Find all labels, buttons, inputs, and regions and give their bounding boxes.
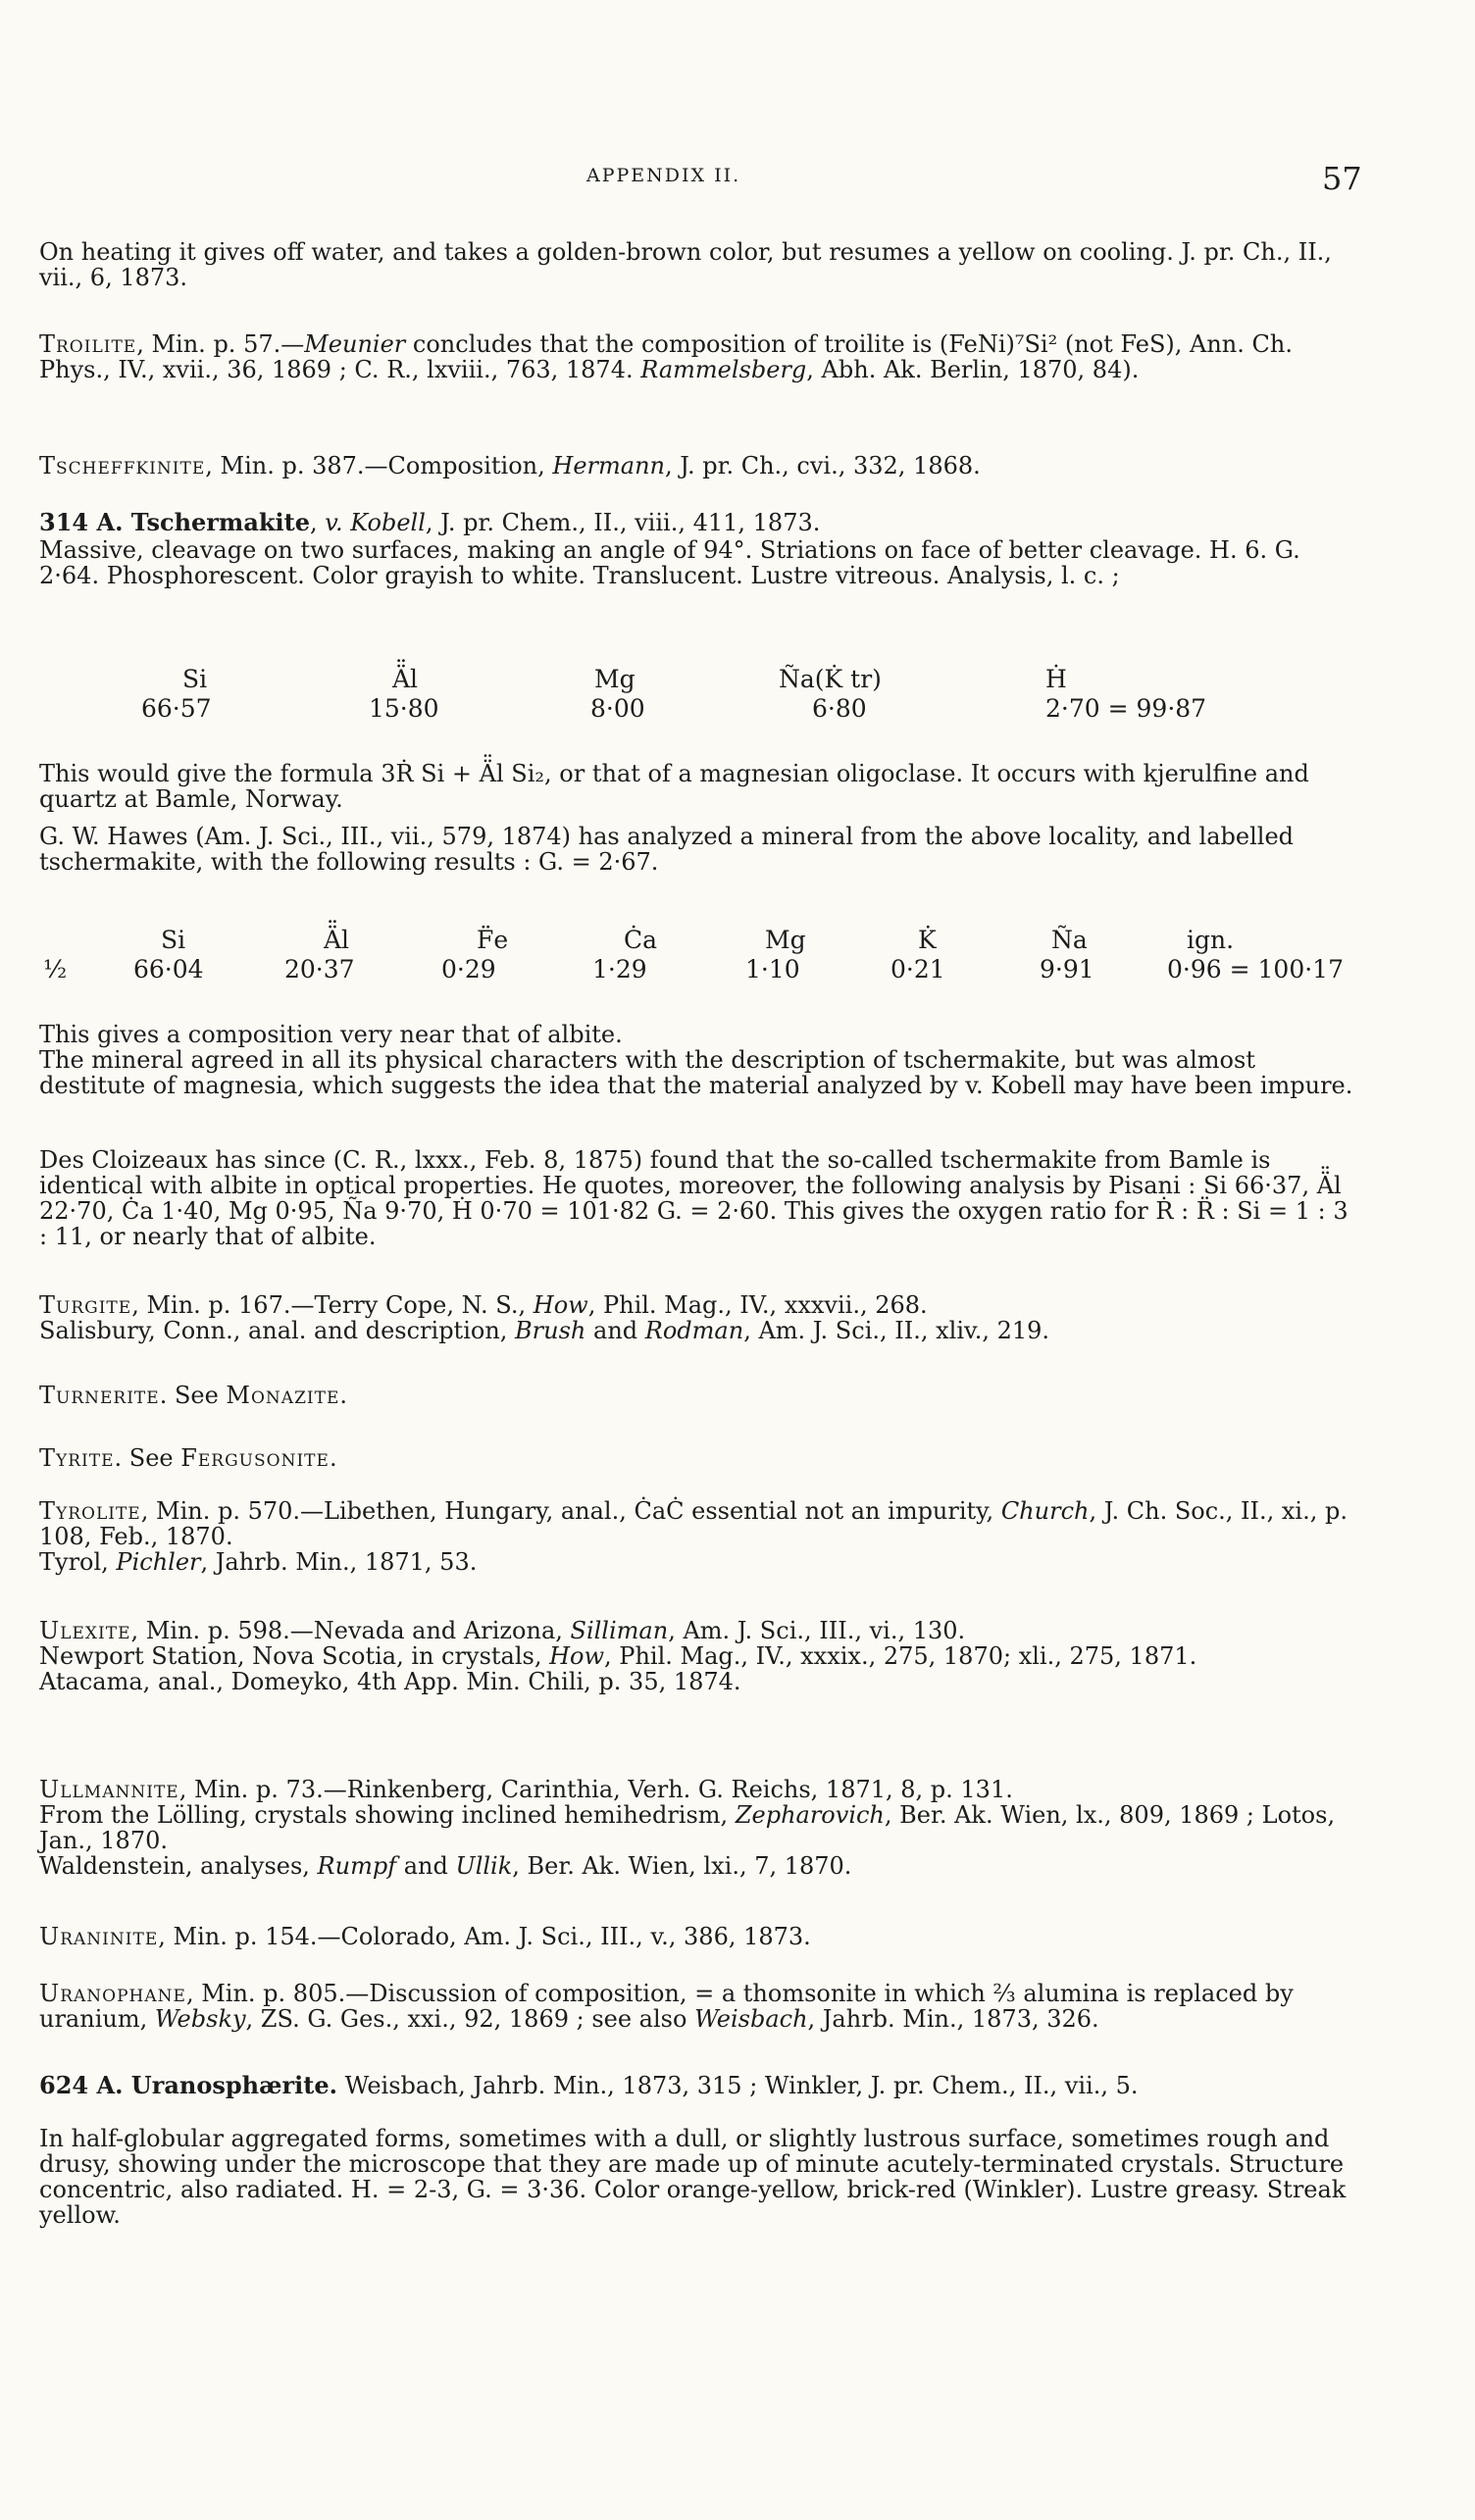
- analysis-header: ign.: [1187, 926, 1235, 954]
- entry-ullmannite: Ullmannite, Min. p. 73.—Rinkenberg, Carinthia, Verh. G. Reichs, 1871, 8, p. 131. From the Lölling, crystals showing inclined hemihedrism, Zepharovich, Ber. Ak. Wien, lx., 809, 1869 ; Lotos, Jan., 1870. Waldenstein, analyses, Rumpf and Ullik, Ber. Ak. Wien, lxi., 7, 1870.: [39, 1776, 1336, 1880]
- analysis-header: Si: [182, 665, 208, 693]
- analysis-header-row: [39, 665, 1412, 692]
- entry-heading: Troilite: [39, 330, 137, 358]
- entry-heading: Uraninite: [39, 1923, 159, 1950]
- entry-tyrolite: Tyrolite, Min. p. 570.—Libethen, Hungary, anal., ĊaĊ essential not an impurity, Church, J. Ch. Soc., II., xi., p. 108, Feb., 1870. Tyrol, Pichler, Jahrb. Min., 1871, 53.: [39, 1497, 1348, 1576]
- analysis-header: Si: [161, 926, 186, 954]
- entry-heading: Turnerite: [39, 1382, 160, 1409]
- entry-tyrite: Tyrite. See Fergusonite.: [39, 1444, 337, 1472]
- author: How: [549, 1642, 605, 1670]
- analysis2-header-row: [39, 926, 1412, 953]
- entry-tscheffkinite: Tscheffkinite, Min. p. 387.—Composition, Hermann, J. pr. Ch., cvi., 332, 1868.: [39, 452, 981, 479]
- entry-heading: Uranophane: [39, 1980, 186, 2007]
- analysis-header: Ċa: [624, 926, 658, 954]
- entry-heading: Tscheffkinite: [39, 452, 206, 479]
- analysis-value: 20·37: [284, 955, 355, 983]
- analysis-header: Ä̈l: [392, 665, 419, 693]
- analysis-header: Ña(K̇ tr): [779, 665, 882, 693]
- cloizeaux-paragraph: Des Cloizeaux has since (C. R., lxxx., Feb. 8, 1875) found that the so-called tschermakite from Bamle is identical with albite in optical properties. He quotes, moreover, the following analysis by Pisani : Si 66·37, Ä̈l 22·70, Ċa 1·40, Mg 0·95, Ña 9·70, Ḣ 0·70 = 101·82 G. = 2·60. This gives the oxygen ratio for Ṙ : R̈ : Si = 1 : 3 : 11, or nearly that of albite.: [39, 1146, 1348, 1250]
- page-number: 57: [1322, 160, 1362, 197]
- entry-uranosphaerite: 624 A. Uranosphærite. Weisbach, Jahrb. Min., 1873, 315 ; Winkler, J. pr. Chem., II., vii., 5.: [39, 2071, 1139, 2099]
- author: Ullik: [455, 1852, 513, 1880]
- analysis-value: 0·29: [441, 955, 496, 983]
- uranosphaerite-description: In half-globular aggregated forms, sometimes with a dull, or slightly lustrous surface, sometimes rough and drusy, showing under the microscope that they are made up of minute acutely-terminated crystals. Structure concentric, also radiated. H. = 2-3, G. = 3·36. Color orange-yellow, brick-red (Winkler). Lustre greasy. Streak yellow.: [39, 2125, 1347, 2229]
- agreed-paragraph: The mineral agreed in all its physical characters with the description of tschermakite, but was almost destitute of magnesia, which suggests the idea that the material analyzed by v. Kobell may have been impure.: [39, 1046, 1353, 1099]
- author: Rumpf: [317, 1852, 397, 1880]
- entry-tschermakite-title: 314 A. Tschermakite, v. Kobell, J. pr. Chem., II., viii., 411, 1873.: [39, 508, 821, 536]
- entry-heading: Turgite: [39, 1291, 132, 1319]
- entry-heading: Ulexite: [39, 1617, 131, 1644]
- author: v. Kobell: [325, 509, 426, 536]
- running-title: APPENDIX II.: [586, 165, 741, 186]
- author: Hermann: [552, 452, 665, 479]
- author: Rodman: [644, 1317, 744, 1344]
- entry-turgite: Turgite, Min. p. 167.—Terry Cope, N. S., How, Phil. Mag., IV., xxxvii., 268. Salisbury, Conn., anal. and description, Brush and Rodman, Am. J. Sci., II., xliv., 219.: [39, 1291, 1050, 1344]
- analysis-value: 66·04: [133, 955, 204, 983]
- analysis-value: 1·29: [592, 955, 647, 983]
- author: How: [533, 1291, 588, 1319]
- analysis-value: 8·00: [590, 694, 645, 723]
- author: Pichler: [116, 1548, 201, 1576]
- analysis-header: F̈e: [477, 926, 509, 954]
- formula-paragraph: This would give the formula 3Ṙ Si + Ä̈l Si₂, or that of a magnesian oligoclase. It occurs with kjerulfine and quartz at Bamle, Norway.: [39, 760, 1309, 813]
- analysis-header: Ä̈l: [324, 926, 350, 954]
- hawes-paragraph: G. W. Hawes (Am. J. Sci., III., vii., 579, 1874) has analyzed a mineral from the above locality, and labelled tschermakite, with the following results : G. = 2·67.: [39, 823, 1295, 876]
- cross-reference: Monazite: [226, 1382, 340, 1409]
- cross-reference: Fergusonite: [180, 1444, 330, 1472]
- analysis-value: 6·80: [812, 694, 867, 723]
- author: Brush: [515, 1317, 586, 1344]
- analysis-header: Mg: [594, 665, 636, 693]
- analysis-value-row: [39, 694, 1412, 722]
- analysis-value: 0·96 = 100·17: [1167, 955, 1344, 983]
- entry-heading: 314 A. Tschermakite: [39, 508, 310, 536]
- entry-uraninite: Uraninite, Min. p. 154.—Colorado, Am. J. Sci., III., v., 386, 1873.: [39, 1923, 811, 1950]
- analysis-value: 0·21: [890, 955, 945, 983]
- author: Rammelsberg: [640, 356, 807, 383]
- analysis-header: K̇: [918, 926, 937, 954]
- entry-uranophane: Uranophane, Min. p. 805.—Discussion of composition, = a thomsonite in which ⅔ alumina is replaced by uranium, Websky, ZS. G. Ges., xxi., 92, 1869 ; see also Weisbach, Jahrb. Min., 1873, 326.: [39, 1980, 1294, 2033]
- analysis-value: 2·70 = 99·87: [1045, 694, 1207, 723]
- albite-paragraph: This gives a composition very near that of albite.: [39, 1021, 623, 1048]
- analysis-header: Ḣ: [1045, 665, 1067, 693]
- author: Weisbach: [694, 2005, 808, 2033]
- analysis-header: Mg: [765, 926, 806, 954]
- analysis-value: 66·57: [141, 694, 212, 723]
- analysis-mark: ½: [43, 955, 68, 983]
- analysis-value: 15·80: [369, 694, 439, 723]
- author: Zepharovich: [735, 1801, 885, 1829]
- entry-ulexite: Ulexite, Min. p. 598.—Nevada and Arizona, Silliman, Am. J. Sci., III., vi., 130. Newport Station, Nova Scotia, in crystals, How, Phil. Mag., IV., xxxix., 275, 1870; xli., 275, 1871. Atacama, anal., Domeyko, 4th App. Min. Chili, p. 35, 1874.: [39, 1617, 1197, 1695]
- author: Church: [1000, 1497, 1090, 1525]
- analysis-value: 1·10: [745, 955, 800, 983]
- analysis-header: Ña: [1051, 926, 1088, 954]
- tschermakite-description: Massive, cleavage on two surfaces, making an angle of 94°. Striations on face of better cleavage. H. 6. G. 2·64. Phosphorescent. Color grayish to white. Translucent. Lustre vitreous. Analysis, l. c. ;: [39, 536, 1300, 589]
- entry-turnerite: Turnerite. See Monazite.: [39, 1382, 348, 1409]
- entry-troilite: Troilite, Min. p. 57.—Meunier concludes that the composition of troilite is (FeNi)⁷Si² (not FeS), Ann. Ch. Phys., IV., xvii., 36, 1869 ; C. R., lxviii., 763, 1874. Rammelsberg, Abh. Ak. Berlin, 1870, 84).: [39, 330, 1293, 383]
- author: Meunier: [304, 330, 406, 358]
- entry-heading: 624 A. Uranosphærite.: [39, 2071, 337, 2099]
- analysis2-value-row: [39, 955, 1412, 983]
- entry-heading: Tyrite: [39, 1444, 115, 1472]
- author: Silliman: [570, 1617, 669, 1644]
- analysis-value: 9·91: [1040, 955, 1094, 983]
- entry-heading: Tyrolite: [39, 1497, 141, 1525]
- paragraph-heating: On heating it gives off water, and takes a golden-brown color, but resumes a yellow on cooling. J. pr. Ch., II., vii., 6, 1873.: [39, 238, 1332, 291]
- author: Websky: [154, 2005, 246, 2033]
- entry-heading: Ullmannite: [39, 1776, 179, 1803]
